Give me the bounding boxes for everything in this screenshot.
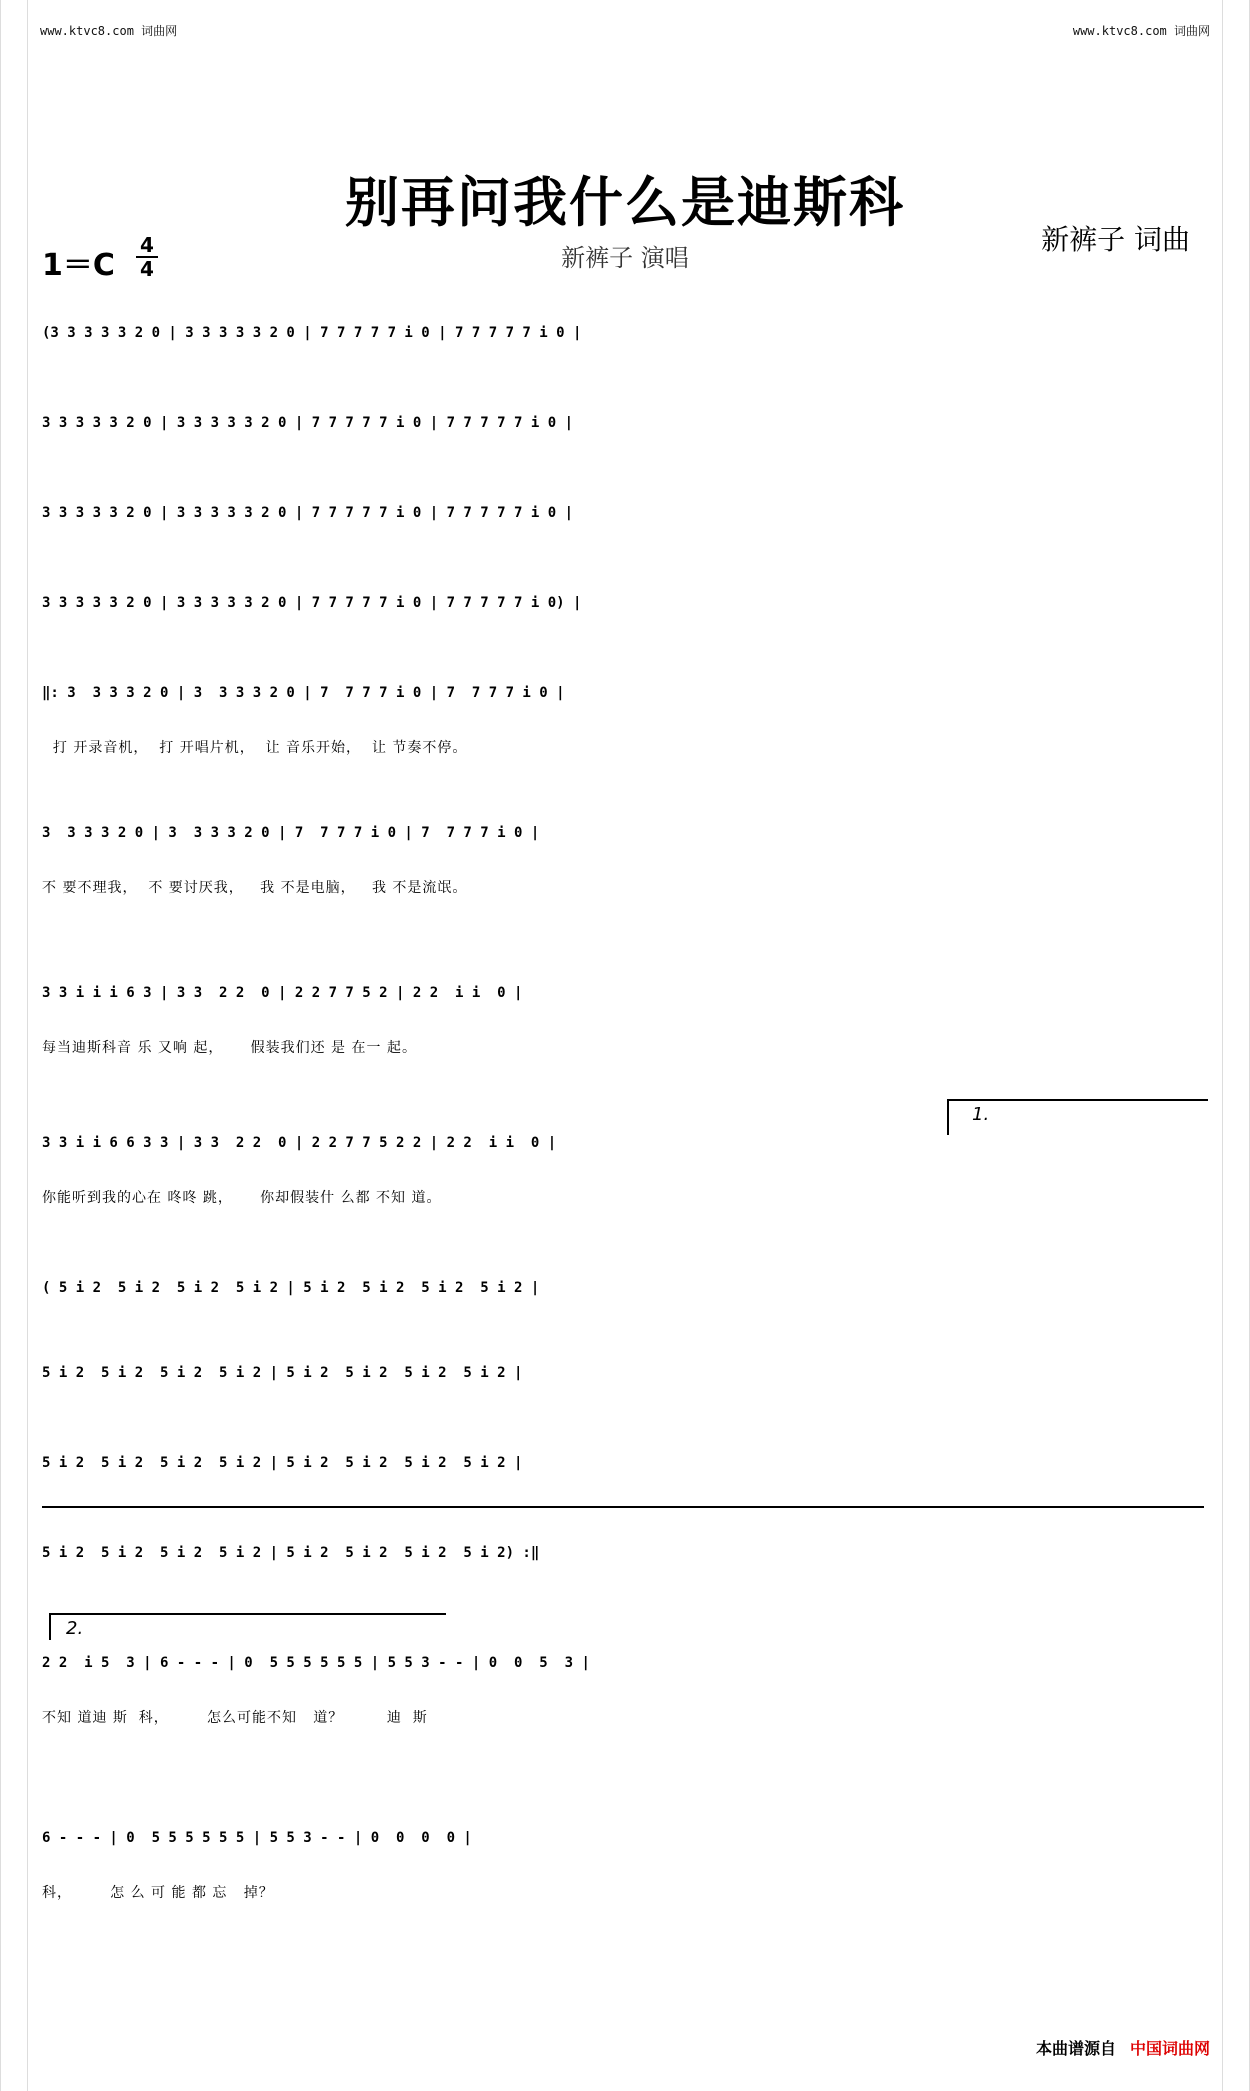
composer-credit: 新裤子 词曲 [1041, 223, 1190, 256]
notation-line: 3 3 i i i 6 3 | 3 3 2 2 0 | 2 2 7 7 5 2 | 2 2 i i 0 | [42, 985, 523, 1001]
notation-line: 3 3 3 3 3 2 0 | 3 3 3 3 3 2 0 | 7 7 7 7 7 i 0 | 7 7 7 7 7 i 0 | [42, 415, 574, 431]
notation-line: ( 5 i 2 5 i 2 5 i 2 5 i 2 | 5 i 2 5 i 2 5 i 2 5 i 2 | [42, 1280, 540, 1296]
lyric-line: 每当迪斯科音 乐 又响 起， 假装我们还 是 在一 起。 [42, 1040, 417, 1056]
volta-first-label: 1. [972, 1104, 990, 1125]
notation-line: (3 3 3 3 3 2 0 | 3 3 3 3 3 2 0 | 7 7 7 7 7 i 0 | 7 7 7 7 7 i 0 | [42, 325, 582, 341]
notation-line: 3 3 3 3 3 2 0 | 3 3 3 3 3 2 0 | 7 7 7 7 7 i 0 | 7 7 7 7 7 i 0 | [42, 505, 574, 521]
notation-line: ‖: 3 3 3 3 2 0 | 3 3 3 3 2 0 | 7 7 7 7 i 0 | 7 7 7 7 i 0 | [42, 685, 565, 701]
time-signature-top: 4 [136, 234, 158, 258]
notation-line: 3 3 i i 6 6 3 3 | 3 3 2 2 0 | 2 2 7 7 5 2 2 | 2 2 i i 0 | [42, 1135, 557, 1151]
lyric-line: 打 开录音机， 打 开唱片机， 让 音乐开始， 让 节奏不停。 [42, 740, 468, 756]
song-title: 别再问我什么是迪斯科 [345, 170, 905, 234]
lyric-line: 科， 怎 么 可 能 都 忘 掉？ [42, 1885, 274, 1901]
notation-line: 5 i 2 5 i 2 5 i 2 5 i 2 | 5 i 2 5 i 2 5 i 2 5 i 2) :‖ [42, 1545, 540, 1561]
time-signature [136, 234, 158, 280]
notation-line: 5 i 2 5 i 2 5 i 2 5 i 2 | 5 i 2 5 i 2 5 i 2 5 i 2 | [42, 1455, 523, 1471]
lyric-line: 不 要不理我， 不 要讨厌我， 我 不是电脑， 我 不是流氓。 [42, 880, 468, 896]
notation-line: 2 2 i 5 3 | 6 - - - | 0 5 5 5 5 5 5 | 5 5 3 - - | 0 0 5 3 | [42, 1655, 590, 1671]
site-url-right[interactable]: www.ktvc8.com 词曲网 [1072, 24, 1210, 38]
lyric-line: 不知 道迪 斯 科， 怎么可能不知 道？ 迪 斯 [42, 1710, 428, 1726]
lyric-line: 你能听到我的心在 咚咚 跳， 你却假装什 么都 不知 道。 [42, 1190, 442, 1206]
right-watermark-strip [1222, 0, 1250, 2091]
notation-line: 3 3 3 3 3 2 0 | 3 3 3 3 3 2 0 | 7 7 7 7 7 i 0 | 7 7 7 7 7 i 0) | [42, 595, 582, 611]
notation-line: 6 - - - | 0 5 5 5 5 5 5 | 5 5 3 - - | 0 0 0 0 | [42, 1830, 472, 1846]
footer-credit [1036, 2036, 1210, 2059]
notation-line: 3 3 3 3 2 0 | 3 3 3 3 2 0 | 7 7 7 7 i 0 | 7 7 7 7 i 0 | [42, 825, 540, 841]
singer-credit: 新裤子 演唱 [561, 244, 689, 272]
left-watermark-strip [0, 0, 28, 2091]
notation-line: 5 i 2 5 i 2 5 i 2 5 i 2 | 5 i 2 5 i 2 5 i 2 5 i 2 | [42, 1365, 523, 1381]
time-signature-bottom: 4 [140, 257, 154, 281]
footer-source-label: 本曲谱源自 [1035, 2039, 1116, 2058]
key-signature: 1＝C [42, 248, 115, 283]
site-url-left[interactable]: www.ktvc8.com 词曲网 [40, 24, 178, 38]
volta-second-bracket [50, 1614, 446, 1640]
volta-second-label: 2. [66, 1618, 84, 1639]
footer-brand-link[interactable]: 中国词曲网 [1129, 2039, 1210, 2058]
